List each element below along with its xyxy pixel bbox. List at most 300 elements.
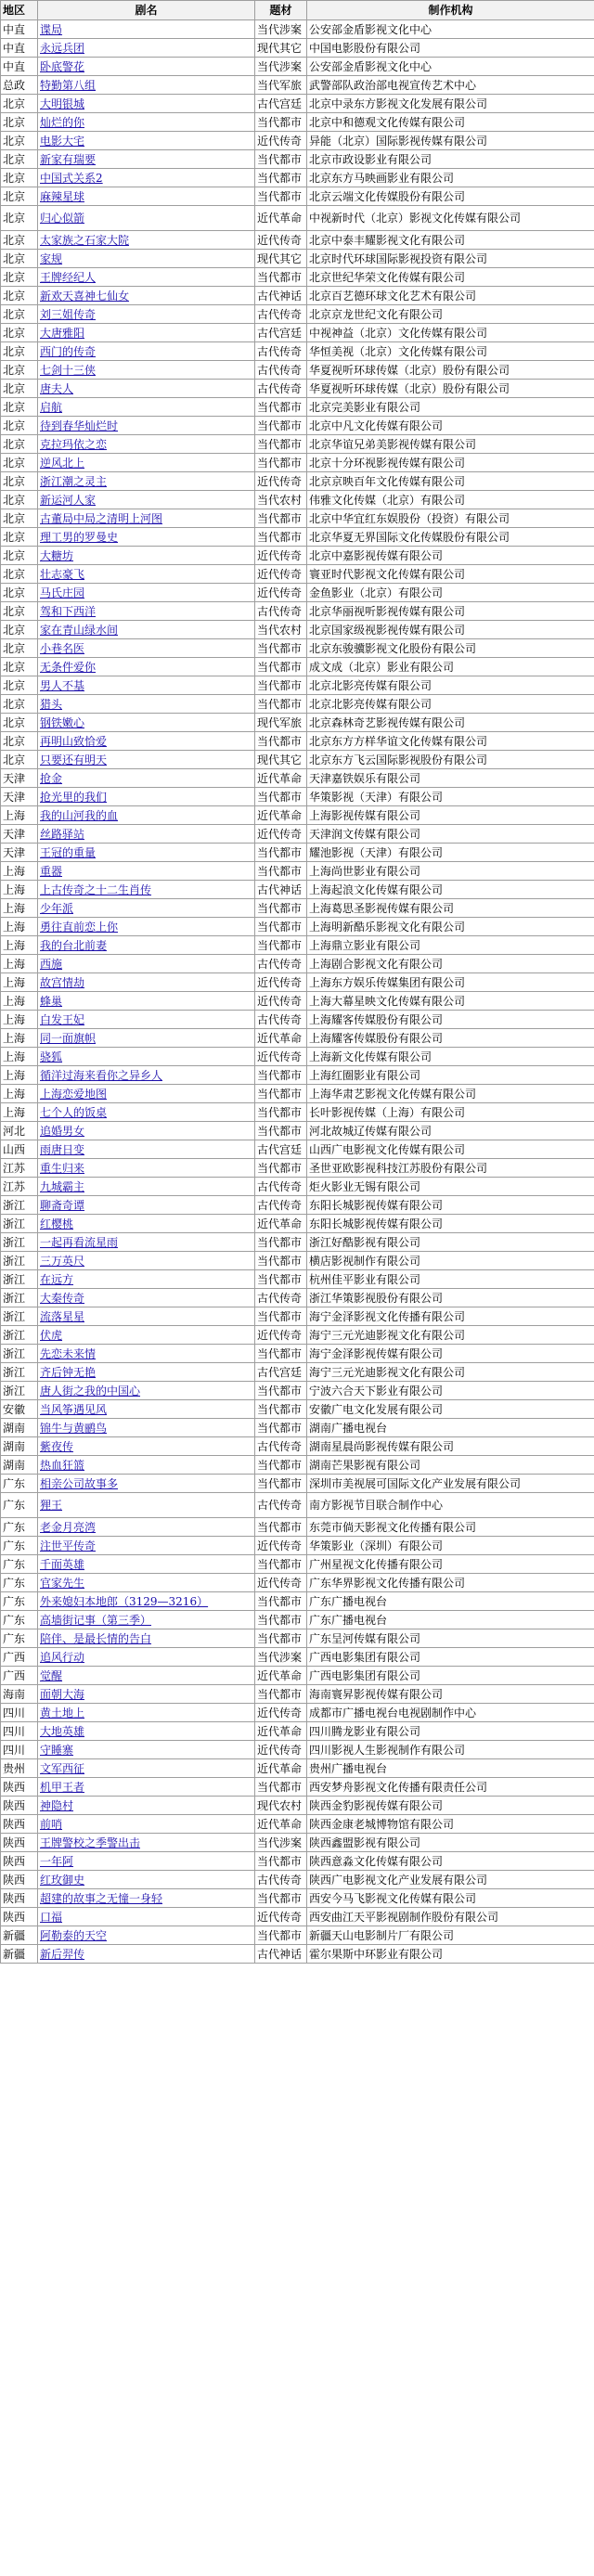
table-row [1,1778,594,1797]
cell-producer: 东阳长城影视传媒有限公司 [307,1196,594,1215]
cell-title-link[interactable]: 归心似箭 [38,206,255,231]
cell-genre: 当代都市 [255,1518,307,1537]
table-row [1,1345,594,1363]
table-row [1,361,594,380]
cell-title-link[interactable]: 新运河人家 [38,491,255,509]
cell-genre: 近代传奇 [255,992,307,1011]
table-row [1,1537,594,1555]
cell-region: 新疆 [1,1926,38,1945]
header-producer: 制作机构 [307,1,594,20]
cell-genre: 古代传奇 [255,955,307,973]
table-row [1,1704,594,1722]
cell-title-link[interactable]: 我的台北前妻 [38,936,255,955]
cell-title-link[interactable]: 热血狂篮 [38,1456,255,1475]
table-row [1,1419,594,1437]
cell-title-link[interactable]: 相亲公司故事多 [38,1475,255,1493]
cell-genre: 近代革命 [255,1215,307,1233]
cell-title-link[interactable]: 待到春华灿烂时 [38,417,255,435]
cell-genre: 当代都市 [255,169,307,187]
cell-producer: 北京华丽视听影视传媒有限公司 [307,602,594,621]
cell-title-link[interactable]: 口福 [38,1908,255,1926]
table-row [1,1178,594,1196]
cell-title-link[interactable]: 齐后钟无艳 [38,1363,255,1382]
cell-genre: 当代都市 [255,1555,307,1574]
cell-title-link[interactable]: 王牌警校之季警出击 [38,1834,255,1852]
cell-region: 北京 [1,751,38,769]
cell-title-link[interactable]: 少年派 [38,899,255,918]
cell-title-link[interactable]: 谍局 [38,20,255,39]
cell-title-link[interactable]: 克拉玛依之恋 [38,435,255,454]
cell-title-link[interactable]: 灿烂的你 [38,113,255,132]
table-row [1,1852,594,1871]
table-row [1,1629,594,1648]
cell-genre: 当代军旅 [255,76,307,95]
cell-region: 北京 [1,454,38,472]
cell-region: 广东 [1,1592,38,1611]
cell-producer: 武警部队政治部电视宣传艺术中心 [307,76,594,95]
cell-title-link[interactable]: 在远方 [38,1270,255,1289]
cell-producer: 广西电影集团有限公司 [307,1648,594,1667]
cell-title-link[interactable]: 家在青山绿水间 [38,621,255,639]
cell-title-link[interactable]: 无条件爱你 [38,658,255,676]
cell-region: 新疆 [1,1945,38,1964]
cell-region: 天津 [1,825,38,844]
cell-title-link[interactable]: 锦牛与黄鹂鸟 [38,1419,255,1437]
cell-producer: 海宁三元光迪影视文化有限公司 [307,1326,594,1345]
cell-region: 四川 [1,1741,38,1759]
cell-producer: 四川腾龙影业有限公司 [307,1722,594,1741]
table-row [1,751,594,769]
cell-title-link[interactable]: 狸王 [38,1493,255,1518]
cell-title-link[interactable]: 新欢天喜神七仙女 [38,287,255,305]
cell-genre: 古代神话 [255,881,307,899]
cell-title-link[interactable]: 黄土地上 [38,1704,255,1722]
cell-genre: 当代都市 [255,1085,307,1103]
cell-producer: 上海耀客传媒股份有限公司 [307,1029,594,1048]
cell-title-link[interactable]: 唐人街之我的中国心 [38,1382,255,1400]
cell-region: 北京 [1,472,38,491]
cell-region: 北京 [1,658,38,676]
cell-title-link[interactable]: 丝路驿站 [38,825,255,844]
cell-title-link[interactable]: 红玫御史 [38,1871,255,1889]
cell-title-link[interactable]: 古董局中局之清明上河图 [38,509,255,528]
cell-region: 上海 [1,881,38,899]
cell-title-link[interactable]: 大明银城 [38,95,255,113]
cell-producer: 北京市政设影业有限公司 [307,150,594,169]
table-row [1,342,594,361]
cell-title-link[interactable]: 重器 [38,862,255,881]
table-row [1,1592,594,1611]
cell-producer: 上海耀客传媒股份有限公司 [307,1011,594,1029]
cell-region: 北京 [1,287,38,305]
cell-title-link[interactable]: 麻辣星球 [38,187,255,206]
cell-genre: 当代都市 [255,1419,307,1437]
cell-producer: 伟雅文化传媒（北京）有限公司 [307,491,594,509]
cell-producer: 北京中录东方影视文化发展有限公司 [307,95,594,113]
table-row [1,1456,594,1475]
table-row [1,1307,594,1326]
table-row [1,621,594,639]
cell-producer: 中视新时代（北京）影视文化传媒有限公司 [307,206,594,231]
cell-title-link[interactable]: 三万英尺 [38,1252,255,1270]
cell-title-link[interactable]: 再明山致恰爱 [38,732,255,751]
cell-producer: 北京华谊兄弟美影视传媒有限公司 [307,435,594,454]
cell-producer: 中视神益（北京）文化传媒有限公司 [307,324,594,342]
table-row [1,1382,594,1400]
cell-genre: 古代传奇 [255,1289,307,1307]
cell-genre: 当代都市 [255,187,307,206]
cell-title-link[interactable]: 中国式关系2 [38,169,255,187]
cell-genre: 现代其它 [255,751,307,769]
cell-producer: 公安部金盾影视文化中心 [307,20,594,39]
cell-title-link[interactable]: 上海恋爱地图 [38,1085,255,1103]
cell-genre: 近代传奇 [255,231,307,250]
cell-title-link[interactable]: 特勤第八组 [38,76,255,95]
cell-producer: 异能（北京）国际影视传媒有限公司 [307,132,594,150]
table-row [1,169,594,187]
cell-region: 上海 [1,1048,38,1066]
cell-title-link[interactable]: 我的山河我的血 [38,806,255,825]
cell-title-link[interactable]: 流落星星 [38,1307,255,1326]
cell-producer: 西安梦舟影视文化传播有限责任公司 [307,1778,594,1797]
cell-genre: 当代都市 [255,150,307,169]
cell-title-link[interactable]: 七剑十三侠 [38,361,255,380]
cell-title-link[interactable]: 追婚男女 [38,1122,255,1140]
cell-title-link[interactable]: 伏虎 [38,1326,255,1345]
cell-region: 河北 [1,1122,38,1140]
cell-genre: 古代传奇 [255,1178,307,1196]
table-row [1,1363,594,1382]
cell-title-link[interactable]: 白发王妃 [38,1011,255,1029]
cell-title-link[interactable]: 重生归来 [38,1159,255,1178]
cell-title-link[interactable]: 千面英雄 [38,1555,255,1574]
cell-title-link[interactable]: 抢光里的我们 [38,788,255,806]
cell-title-link[interactable]: 陪伴、是最长情的告白 [38,1629,255,1648]
cell-title-link[interactable]: 新后羿传 [38,1945,255,1964]
cell-producer: 霍尔果斯中环影业有限公司 [307,1945,594,1964]
cell-genre: 当代都市 [255,509,307,528]
cell-title-link[interactable]: 追风行动 [38,1648,255,1667]
cell-title-link[interactable]: 神隐村 [38,1797,255,1815]
cell-producer: 上海剧合影视文化有限公司 [307,955,594,973]
cell-producer: 广州星视文化传播有限公司 [307,1555,594,1574]
cell-producer: 寰亚时代影视文化传媒有限公司 [307,565,594,584]
cell-genre: 当代都市 [255,658,307,676]
cell-title-link[interactable]: 超建的故事之无憧一身轻 [38,1889,255,1908]
cell-title-link[interactable]: 启航 [38,398,255,417]
table-row [1,1029,594,1048]
cell-title-link[interactable]: 九城霸主 [38,1178,255,1196]
table-row [1,1085,594,1103]
table-row [1,769,594,788]
table-row [1,547,594,565]
cell-genre: 古代宫廷 [255,324,307,342]
cell-region: 中直 [1,58,38,76]
table-row [1,955,594,973]
cell-title-link[interactable]: 抢金 [38,769,255,788]
cell-producer: 杭州佳平影业有限公司 [307,1270,594,1289]
cell-genre: 近代传奇 [255,1326,307,1345]
cell-producer: 湖南星晨尚影视传媒有限公司 [307,1437,594,1456]
table-row [1,676,594,695]
cell-title-link[interactable]: 阿勒泰的天空 [38,1926,255,1945]
cell-title-link[interactable]: 唐夫人 [38,380,255,398]
cell-title-link[interactable]: 文军西征 [38,1759,255,1778]
cell-genre: 近代革命 [255,1815,307,1834]
cell-genre: 当代都市 [255,899,307,918]
table-row [1,602,594,621]
cell-title-link[interactable]: 守睡寨 [38,1741,255,1759]
table-row [1,454,594,472]
cell-region: 广东 [1,1629,38,1648]
cell-region: 北京 [1,639,38,658]
table-row [1,1741,594,1759]
cell-producer: 天津嘉铁娱乐有限公司 [307,769,594,788]
cell-region: 四川 [1,1704,38,1722]
cell-genre: 当代都市 [255,844,307,862]
cell-title-link[interactable]: 卧底警花 [38,58,255,76]
cell-producer: 北京北影亮传媒有限公司 [307,695,594,714]
cell-genre: 古代神话 [255,287,307,305]
cell-region: 安徽 [1,1400,38,1419]
table-row [1,1667,594,1685]
cell-producer: 北京中泰丰耀影视文化有限公司 [307,231,594,250]
cell-title-link[interactable]: 新家有瑞要 [38,150,255,169]
table-row [1,1103,594,1122]
cell-producer: 四川影视人生影视制作有限公司 [307,1741,594,1759]
cell-producer: 贵州广播电视台 [307,1759,594,1778]
cell-producer: 上海新文化传媒有限公司 [307,1048,594,1066]
table-row [1,1159,594,1178]
cell-genre: 当代都市 [255,788,307,806]
cell-producer: 上海尚世影业有限公司 [307,862,594,881]
table-row [1,658,594,676]
cell-title-link[interactable]: 大唐雅阳 [38,324,255,342]
cell-genre: 当代都市 [255,1270,307,1289]
table-row [1,1685,594,1704]
cell-producer: 东莞市倘天影视文化传播有限公司 [307,1518,594,1537]
cell-title-link[interactable]: 同一面旗帜 [38,1029,255,1048]
cell-title-link[interactable]: 先恋未来情 [38,1345,255,1363]
cell-producer: 成都市广播电视台电视剧制作中心 [307,1704,594,1722]
table-row [1,825,594,844]
cell-title-link[interactable]: 驾和下西洋 [38,602,255,621]
cell-title-link[interactable]: 大地英雄 [38,1722,255,1741]
cell-title-link[interactable]: 上古传奇之十二生肖传 [38,881,255,899]
table-row [1,1926,594,1945]
table-row [1,1252,594,1270]
cell-region: 北京 [1,361,38,380]
cell-genre: 当代都市 [255,936,307,955]
table-row [1,287,594,305]
cell-region: 上海 [1,1085,38,1103]
cell-producer: 华恒美视（北京）文化传媒有限公司 [307,342,594,361]
cell-title-link[interactable]: 西施 [38,955,255,973]
cell-producer: 圣世亚欧影视科技江苏股份有限公司 [307,1159,594,1178]
cell-title-link[interactable]: 大糖坊 [38,547,255,565]
cell-producer: 湖南芒果影视有限公司 [307,1456,594,1475]
cell-title-link[interactable]: 大秦传奇 [38,1289,255,1307]
cell-title-link[interactable]: 王牌经纪人 [38,268,255,287]
cell-producer: 广东广播电视台 [307,1592,594,1611]
table-row [1,732,594,751]
cell-genre: 当代都市 [255,1307,307,1326]
cell-producer: 上海鼎立影业有限公司 [307,936,594,955]
cell-region: 浙江 [1,1382,38,1400]
cell-genre: 现代农村 [255,1797,307,1815]
cell-region: 广东 [1,1537,38,1555]
cell-genre: 当代都市 [255,1456,307,1475]
cell-genre: 近代革命 [255,1029,307,1048]
cell-genre: 近代革命 [255,206,307,231]
cell-region: 贵州 [1,1759,38,1778]
cell-title-link[interactable]: 钢铁嫩心 [38,714,255,732]
cell-region: 上海 [1,973,38,992]
cell-title-link[interactable]: 前哨 [38,1815,255,1834]
cell-region: 四川 [1,1722,38,1741]
cell-title-link[interactable]: 一年阿 [38,1852,255,1871]
table-row [1,1889,594,1908]
cell-region: 北京 [1,206,38,231]
cell-producer: 华策影视（天津）有限公司 [307,788,594,806]
cell-producer: 北京百艺德环球文化艺术有限公司 [307,287,594,305]
cell-title-link[interactable]: 高墙街记事（第三季） [38,1611,255,1629]
cell-title-link[interactable]: 马氏庄园 [38,584,255,602]
cell-title-link[interactable]: 浙江潮之灵主 [38,472,255,491]
cell-genre: 当代都市 [255,862,307,881]
cell-genre: 当代都市 [255,398,307,417]
cell-title-link[interactable]: 家规 [38,250,255,268]
table-row [1,1871,594,1889]
cell-title-link[interactable]: 男人不基 [38,676,255,695]
cell-genre: 近代传奇 [255,132,307,150]
cell-producer: 海宁金泽影视传媒有限公司 [307,1345,594,1363]
table-row [1,206,594,231]
cell-title-link[interactable]: 老金月亮湾 [38,1518,255,1537]
cell-genre: 当代都市 [255,1400,307,1419]
cell-producer: 西安曲江天平影视剧制作股份有限公司 [307,1908,594,1926]
cell-genre: 近代传奇 [255,547,307,565]
cell-genre: 当代都市 [255,1066,307,1085]
cell-title-link[interactable]: 电影大宅 [38,132,255,150]
cell-title-link[interactable]: 刘三姐传奇 [38,305,255,324]
cell-title-link[interactable]: 西门的传奇 [38,342,255,361]
cell-producer: 海南寰昇影视传媒有限公司 [307,1685,594,1704]
cell-title-link[interactable]: 只要还有明天 [38,751,255,769]
table-row [1,881,594,899]
cell-producer: 广东华界影视文化传播有限公司 [307,1574,594,1592]
cell-genre: 古代宫廷 [255,1140,307,1159]
cell-genre: 近代传奇 [255,1704,307,1722]
cell-region: 北京 [1,417,38,435]
cell-producer: 上海大幕星映文化传媒有限公司 [307,992,594,1011]
cell-region: 浙江 [1,1270,38,1289]
table-row [1,992,594,1011]
cell-producer: 北京京龙世纪文化有限公司 [307,305,594,324]
cell-producer: 炬火影业无锡有限公司 [307,1178,594,1196]
cell-title-link[interactable]: 红樱桃 [38,1215,255,1233]
cell-producer: 北京世纪华荣文化传媒有限公司 [307,268,594,287]
table-row [1,714,594,732]
cell-genre: 古代传奇 [255,602,307,621]
cell-region: 北京 [1,602,38,621]
cell-region: 浙江 [1,1307,38,1326]
cell-title-link[interactable]: 循洋过海来看你之异乡人 [38,1066,255,1085]
cell-title-link[interactable]: 雨唐日变 [38,1140,255,1159]
cell-title-link[interactable]: 勇往直前恋上你 [38,918,255,936]
cell-title-link[interactable]: 注世平传奇 [38,1537,255,1555]
cell-producer: 深圳市美视展可国际文化产业发展有限公司 [307,1475,594,1493]
cell-region: 北京 [1,268,38,287]
cell-title-link[interactable]: 一起再看流星雨 [38,1233,255,1252]
cell-region: 北京 [1,150,38,169]
table-row [1,1518,594,1537]
cell-region: 北京 [1,95,38,113]
cell-region: 广东 [1,1611,38,1629]
cell-title-link[interactable]: 觉醒 [38,1667,255,1685]
cell-genre: 近代传奇 [255,1537,307,1555]
cell-title-link[interactable]: 小巷名医 [38,639,255,658]
cell-title-link[interactable]: 故宫情劫 [38,973,255,992]
cell-region: 广东 [1,1518,38,1537]
cell-title-link[interactable]: 猎头 [38,695,255,714]
cell-title-link[interactable]: 外来媳妇本地郎（3129—3216） [38,1592,255,1611]
cell-genre: 古代传奇 [255,361,307,380]
cell-title-link[interactable]: 逆风北上 [38,454,255,472]
cell-title-link[interactable]: 聊斋奇谭 [38,1196,255,1215]
table-row [1,305,594,324]
cell-region: 天津 [1,844,38,862]
cell-genre: 当代都市 [255,1122,307,1140]
cell-genre: 现代军旅 [255,714,307,732]
cell-genre: 当代都市 [255,918,307,936]
cell-producer: 横店影视制作有限公司 [307,1252,594,1270]
cell-title-link[interactable]: 永远兵团 [38,39,255,58]
cell-region: 陕西 [1,1889,38,1908]
cell-producer: 广东广播电视台 [307,1611,594,1629]
cell-title-link[interactable]: 太家族之石家大院 [38,231,255,250]
cell-region: 中直 [1,20,38,39]
cell-title-link[interactable]: 紫夜传 [38,1437,255,1456]
cell-producer: 北京东方方样华谊文化传媒有限公司 [307,732,594,751]
cell-region: 陕西 [1,1908,38,1926]
cell-title-link[interactable]: 当风筝遇见风 [38,1400,255,1419]
table-row [1,58,594,76]
cell-region: 天津 [1,788,38,806]
table-row [1,150,594,169]
cell-title-link[interactable]: 官家先生 [38,1574,255,1592]
cell-region: 北京 [1,169,38,187]
cell-genre: 古代传奇 [255,305,307,324]
cell-genre: 古代宫廷 [255,95,307,113]
cell-title-link[interactable]: 面朝大海 [38,1685,255,1704]
cell-title-link[interactable]: 理工男的罗曼史 [38,528,255,547]
cell-producer: 河北故城辽传媒有限公司 [307,1122,594,1140]
cell-genre: 当代都市 [255,1345,307,1363]
cell-title-link[interactable]: 壮志豪飞 [38,565,255,584]
cell-producer: 浙江华策影视股份有限公司 [307,1289,594,1307]
cell-title-link[interactable]: 骁狐 [38,1048,255,1066]
cell-title-link[interactable]: 蜂巢 [38,992,255,1011]
cell-title-link[interactable]: 七个人的饭桌 [38,1103,255,1122]
cell-title-link[interactable]: 王冠的重量 [38,844,255,862]
table-row [1,1196,594,1215]
cell-producer: 北京完美影业有限公司 [307,398,594,417]
cell-genre: 当代都市 [255,1889,307,1908]
cell-region: 北京 [1,132,38,150]
cell-title-link[interactable]: 机甲王者 [38,1778,255,1797]
cell-region: 广西 [1,1667,38,1685]
